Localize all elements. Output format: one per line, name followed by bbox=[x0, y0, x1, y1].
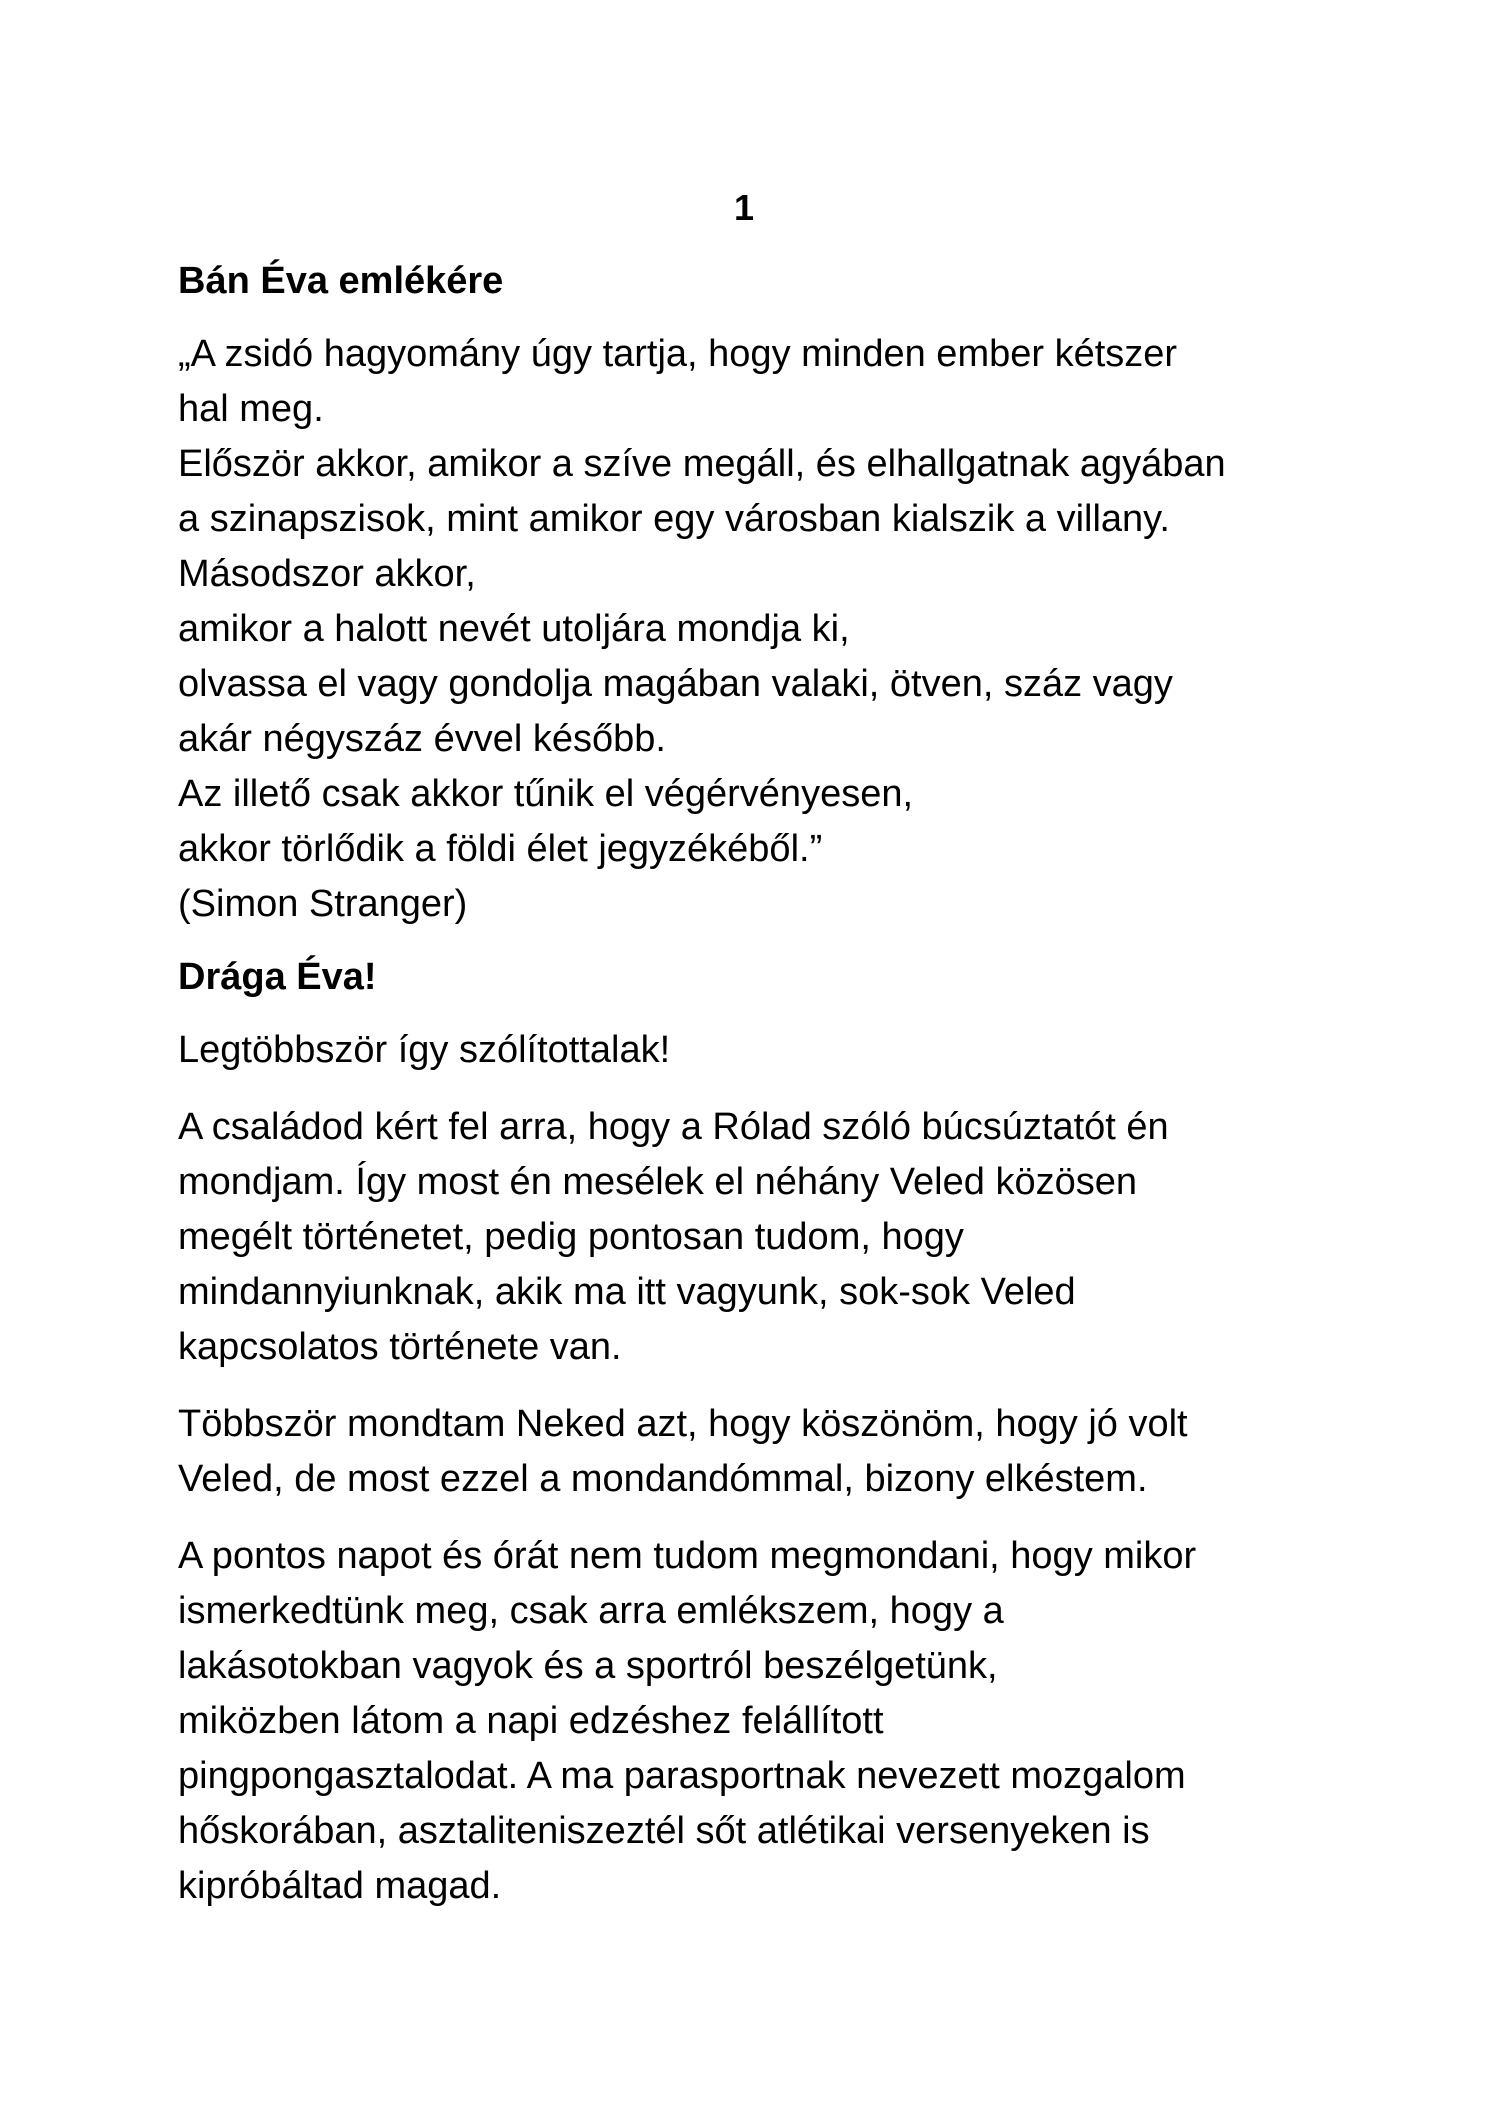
paragraph-line: hőskorában, asztaliteniszeztél sőt atlétikai versenyeken is bbox=[178, 1810, 1150, 1852]
paragraph-line: pingpongasztalodat. A ma parasportnak nevezett mozgalom bbox=[178, 1755, 1186, 1797]
quote-line: a szinapszisok, mint amikor egy városban kialszik a villany. bbox=[178, 498, 1170, 540]
paragraph-line: miközben látom a napi edzéshez felállított bbox=[178, 1700, 884, 1742]
paragraph-4 bbox=[178, 1529, 1328, 1914]
paragraph-3 bbox=[178, 1397, 1328, 1507]
paragraph-line: A családod kért fel arra, hogy a Rólad szóló búcsúztatót én bbox=[178, 1106, 1169, 1148]
paragraph-line: mondjam. Így most én mesélek el néhány Veled közösen bbox=[178, 1161, 1137, 1203]
paragraph-line: mindannyiunknak, akik ma itt vagyunk, sok-sok Veled bbox=[178, 1271, 1076, 1313]
quote-line: akkor törlődik a földi élet jegyzékéből.” bbox=[178, 828, 823, 870]
paragraph-line: kipróbáltad magad. bbox=[178, 1865, 502, 1907]
paragraph-line: kapcsolatos története van. bbox=[178, 1326, 622, 1368]
address-heading: Drága Éva! bbox=[178, 956, 377, 998]
document-body bbox=[178, 254, 1328, 1936]
quote-line: amikor a halott nevét utoljára mondja ki, bbox=[178, 608, 850, 650]
quote-line: hal meg. bbox=[178, 388, 324, 430]
paragraph-line: A pontos napot és órát nem tudom megmondani, hogy mikor bbox=[178, 1535, 1197, 1577]
paragraph-line: ismerkedtünk meg, csak arra emlékszem, hogy a bbox=[178, 1590, 1004, 1632]
quote-line: Először akkor, amikor a szíve megáll, és elhallgatnak agyában bbox=[178, 443, 1226, 485]
paragraph-line: Legtöbbször így szólítottalak! bbox=[178, 1029, 671, 1071]
paragraph-1 bbox=[178, 1023, 1328, 1078]
quote-line: „A zsidó hagyomány úgy tartja, hogy minden ember kétszer bbox=[178, 333, 1178, 375]
paragraph-line: Többször mondtam Neked azt, hogy köszönöm, hogy jó volt bbox=[178, 1403, 1188, 1445]
page-number: 1 bbox=[733, 187, 755, 228]
quote-line: Az illető csak akkor tűnik el végérvényesen, bbox=[178, 773, 914, 815]
paragraph-2 bbox=[178, 1100, 1328, 1375]
quote-line: akár négyszáz évvel később. bbox=[178, 718, 666, 760]
quote-block bbox=[178, 327, 1328, 932]
paragraph-line: megélt történetet, pedig pontosan tudom, hogy bbox=[178, 1216, 964, 1258]
quote-attribution: (Simon Stranger) bbox=[178, 883, 468, 925]
quote-line: olvassa el vagy gondolja magában valaki, ötven, száz vagy bbox=[178, 663, 1173, 705]
memorial-heading: Bán Éva emlékére bbox=[178, 260, 504, 302]
quote-line: Másodszor akkor, bbox=[178, 553, 476, 595]
paragraph-line: Veled, de most ezzel a mondandómmal, bizony elkéstem. bbox=[178, 1458, 1148, 1500]
paragraph-line: lakásotokban vagyok és a sportról beszélgetünk, bbox=[178, 1645, 998, 1687]
